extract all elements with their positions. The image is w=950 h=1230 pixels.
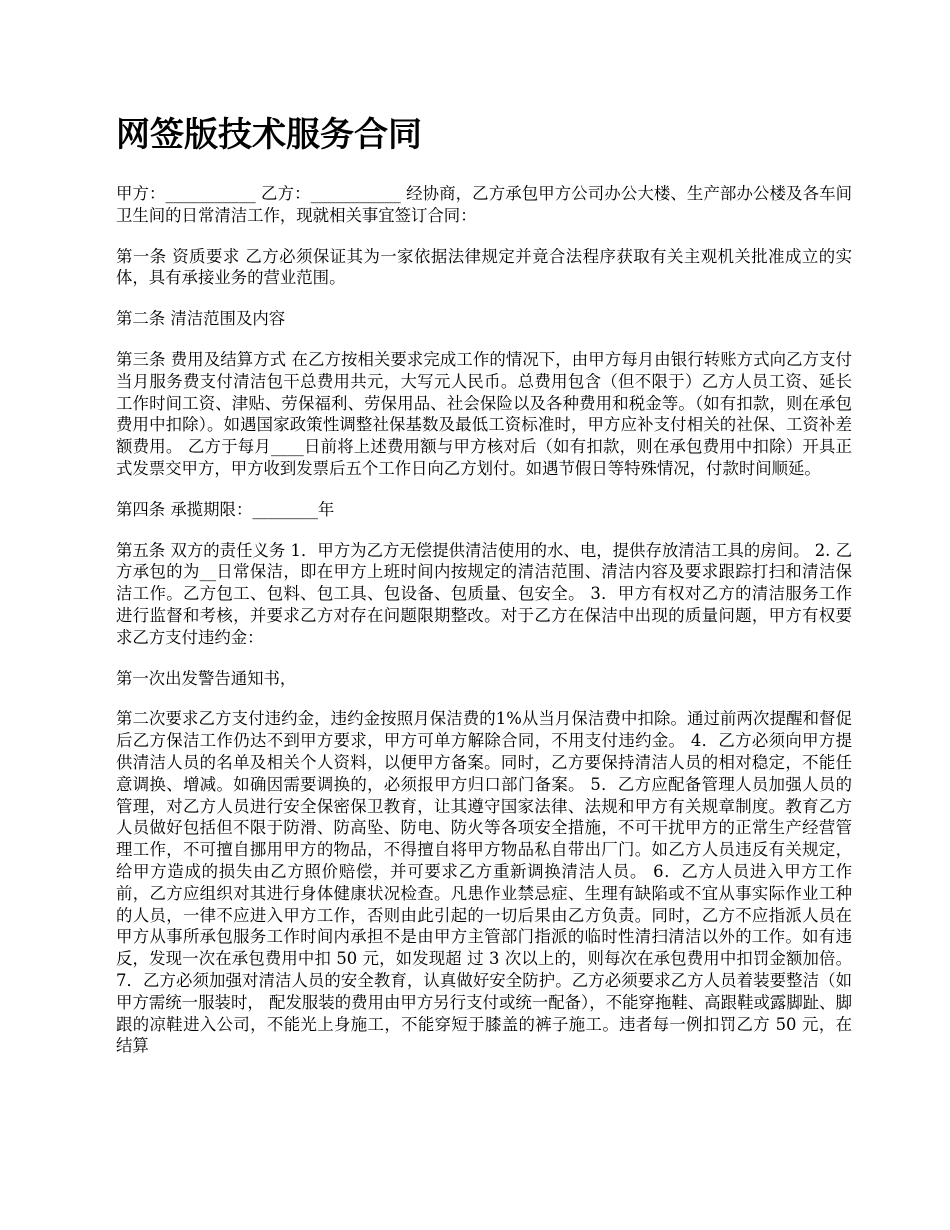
- paragraph-article-2: 第二条 清洁范围及内容: [116, 309, 286, 329]
- paragraph-article-4: 第四条 承揽期限：________年: [116, 499, 335, 519]
- paragraph-parties: 甲方：___________ 乙方：___________ 经协商，乙方承包甲方公司办公大楼、生产部办公楼及各车间卫生间的日常清洁工作，现就相关事宜签订合同：: [116, 184, 852, 225]
- document-page: [116, 0, 852, 1076]
- document-title: 网签版技术服务合同: [116, 115, 422, 155]
- paragraph-article-5: 第五条 双方的责任义务 1．甲方为乙方无偿提供清洁使用的水、电，提供存放清洁工具的房间。 2. 乙方承包的为__日常保洁，即在甲方上班时间内按规定的清洁范围、清洁内容及要求跟踪打扫和清洁保洁工作。乙方包工、包料、包工具、包设备、包质量、包安全。 3．甲方有权对乙方的清洁服务工作进行监督和考核，并要求乙方对存在问题限期整改。对于乙方在保洁中出现的质量问题，甲方有权要求乙方支付违约金：: [116, 540, 852, 647]
- paragraph-article-3: 第三条 费用及结算方式 在乙方按相关要求完成工作的情况下，由甲方每月由银行转账方式向乙方支付当月服务费支付清洁包干总费用共元，大写元人民币。总费用包含（但不限于）乙方人员工资、延长工作时间工资、津贴、劳保福利、劳保用品、社会保险以及各种费用和税金等。（如有扣款，则在承包费用中扣除）。如遇国家政策性调整社保基数及最低工资标准时，甲方应补支付相关的社保、工资补差额费用。 乙方于每月____日前将上述费用额与甲方核对后（如有扣款，则在承包费用中扣除）开具正式发票交甲方，甲方收到发票后五个工作日向乙方划付。如遇节假日等特殊情况，付款时间顺延。: [116, 349, 852, 478]
- paragraph-article-1: 第一条 资质要求 乙方必须保证其为一家依据法律规定并竟合法程序获取有关主观机关批准成立的实体，具有承接业务的营业范围。: [116, 246, 852, 288]
- paragraph-second-penalty: 第二次要求乙方支付违约金，违约金按照月保洁费的1%从当月保洁费中扣除。通过前两次提醒和督促后乙方保洁工作仍达不到甲方要求，甲方可单方解除合同，不用支付违约金。 4．乙方必须向甲方提供清洁人员的名单及相关个人资料，以便甲方备案。同时，乙方要保持清洁人员的相对稳定，不能任意调换、增减。如确因需要调换的，必须报甲方归口部门备案。 5．乙方应配备管理人员加强人员的管理，对乙方人员进行安全保密保卫教育，让其遵守国家法律、法规和甲方有关规章制度。教育乙方人员做好包括但不限于防滑、防高坠、防电、防火等各项安全措施，不可干扰甲方的正常生产经营管理工作，不可擅自挪用甲方的物品，不得擅自将甲方物品私自带出厂门。如乙方人员违反有关规定，给甲方造成的损失由乙方照价赔偿，并可要求乙方重新调换清洁人员。 6．乙方人员进入甲方工作前，乙方应组织对其进行身体健康状况检查。凡患作业禁忌症、生理有缺陷或不宜从事实际作业工种的人员，一律不应进入甲方工作，否则由此引起的一切后果由乙方负责。同时，乙方不应指派人员在甲方从事所承包服务工作时间内承担不是由甲方主管部门指派的临时性清扫清洁以外的工作。如有违反，发现一次在承包费用中扣 50 元，如发现超 过 3 次以上的，则每次在承包费用中扣罚金额加倍。 7．乙方必须加强对清洁人员的安全教育，认真做好安全防护。乙方必须要求乙方人员着装要整洁（如甲方需统一服装时， 配发服装的费用由甲方另行支付或统一配备），不能穿拖鞋、高跟鞋或露脚趾、脚跟的凉鞋进入公司，不能光上身施工，不能穿短于膝盖的裤子施工。违者每一例扣罚乙方 50 元，在结算: [116, 709, 852, 1056]
- paragraph-first-warning: 第一次出发警告通知书，: [116, 668, 297, 688]
- document-body: [116, 183, 852, 1057]
